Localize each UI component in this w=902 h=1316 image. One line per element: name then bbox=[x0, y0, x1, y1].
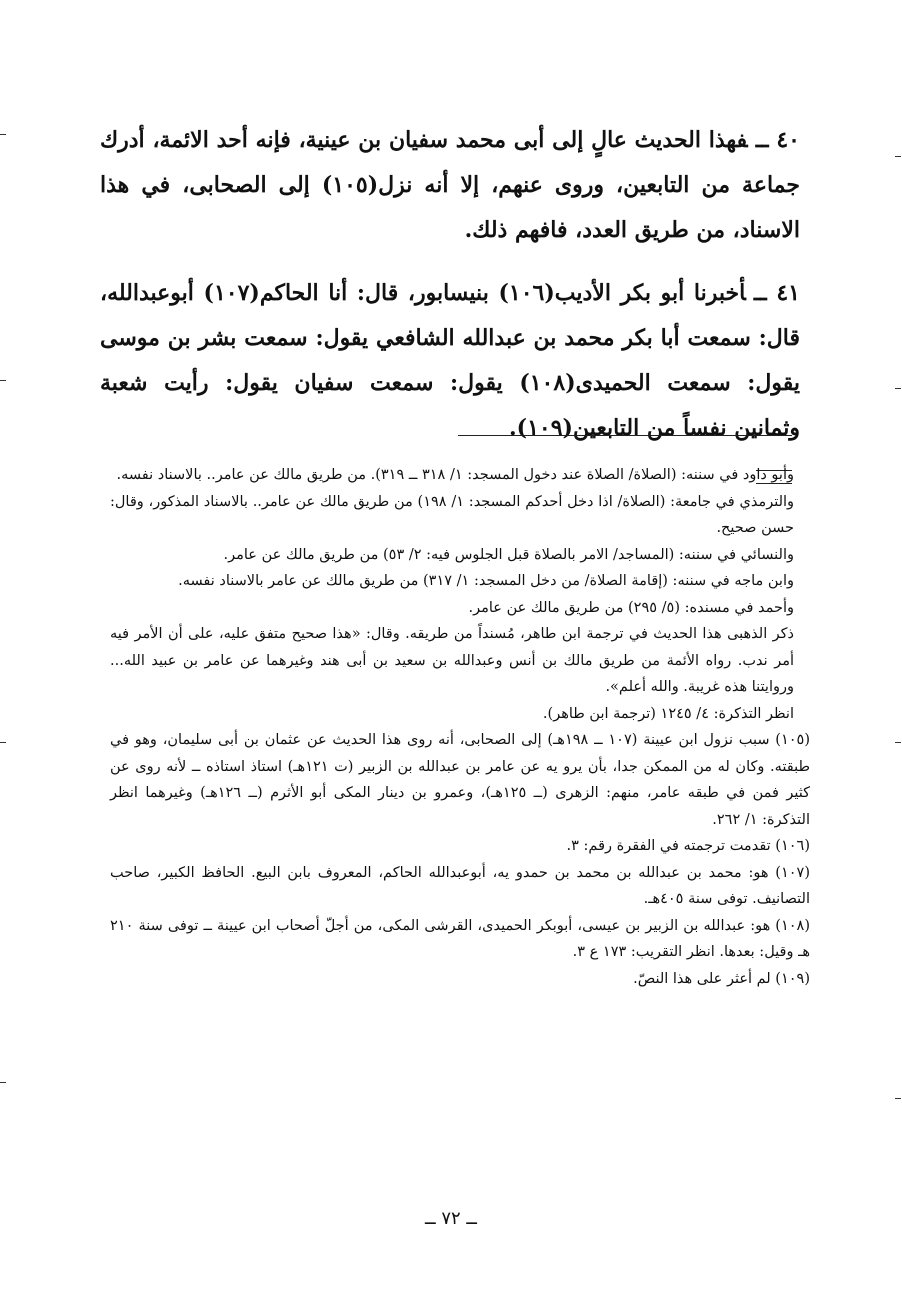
paragraph-text: فهذا الحديث عالٍ إلى أبى محمد سفيان بن عينية، فإنه أحد الائمة، أدرك جماعة من التابعين، وروى عنهم، إلا أنه نزل(١٠٥) إلى الصحابى، في هذا الاسناد، من طريق العدد، فافهم ذلك. bbox=[100, 127, 801, 243]
footnote-line: والترمذي في جامعة: (الصلاة/ اذا دخل أحدكم المسجد: ١/ ١٩٨) من طريق مالك عن عامر.. بالاسناد المذكور، وقال: حسن صحيح. bbox=[110, 493, 795, 536]
paragraph-number: ٤٠ ــ bbox=[755, 127, 800, 153]
footnote-line: وابن ماجه في سننه: (إقامة الصلاة/ من دخل المسجد: ١/ ٣١٧) من طريق مالك عن عامر بالاسناد نفسه. bbox=[178, 573, 794, 589]
paragraph-41 bbox=[100, 271, 800, 451]
footnotes bbox=[110, 462, 810, 992]
margin-mark bbox=[895, 388, 901, 389]
margin-mark bbox=[895, 742, 901, 743]
paragraph-number: ٤١ ــ bbox=[753, 280, 800, 306]
paragraph-text: أخبرنا أبو بكر الأديب(١٠٦) بنيسابور، قال: أنا الحاكم(١٠٧) أبوعبدالله، قال: سمعت أبا بكر محمد بن عبدالله الشافعي يقول: سمعت بشر بن موسى يقول: سمعت الحميدى(١٠٨) يقول: سمعت سفيان يقول: رأيت شعبة وثمانين نفساً من التابعين(١٠٩). bbox=[100, 280, 800, 441]
footnote-106: (١٠٦) تقدمت ترجمته في الفقرة رقم: ٣. bbox=[566, 838, 810, 854]
footnote-line: ذكر الذهبى هذا الحديث في ترجمة ابن طاهر، مُسنداً من طريقه. وقال: «هذا صحيح متفق عليه، على أن الأمر فيه أمر ندب. رواه الأئمة من طريق مالك بن أنس وعبدالله بن سعيد بن أبى هند وغيرهما عن عامر بن عبيد الله... وروايتنا هذه غريبة. والله أعلم». bbox=[110, 626, 794, 695]
margin-mark bbox=[0, 380, 6, 381]
margin-mark bbox=[895, 1098, 901, 1099]
footnote-108: (١٠٨) هو: عبدالله بن الزبير بن عيسى، أبوبكر الحميدى، القرشى المكى، من أجلّ أصحاب ابن عيينة ــ توفى سنة ٢١٠ هـ وقيل: بعدها. انظر التقريب: ١٧٣ ع ٣. bbox=[110, 917, 810, 960]
footnote-line: وأبو داود في سننه: (الصلاة/ الصلاة عند دخول المسجد: ١/ ٣١٨ ــ ٣١٩). من طريق مالك عن عامر.. بالاسناد نفسه. bbox=[116, 467, 794, 483]
margin-mark bbox=[895, 156, 901, 157]
margin-mark bbox=[0, 1082, 6, 1083]
footnote-105: (١٠٥) سبب نزول ابن عيينة (١٠٧ ــ ١٩٨هـ) إلى الصحابى، أنه روى هذا الحديث عن عثمان بن أبى سليمان، وهو في طبقته. وكان له من الممكن جدا، بأن يرو يه عن عامر بن عبدالله بن الزبير (ت ١٢١هـ) استاذ استاذه ــ لأنه روى عن كثير فمن في طبقه عامر، منهم: الزهرى (ــ ١٢٥هـ)، وعمرو بن دينار المكى أبو الأثرم (ــ ١٢٦هـ) وغيرهما انظر التذكرة: ١/ ٢٦٢. bbox=[110, 732, 811, 828]
page-number: ــ ٧٢ ــ bbox=[425, 1208, 477, 1229]
footnote-line: والنسائي في سننه: (المساجد/ الامر بالصلاة قبل الجلوس فيه: ٢/ ٥٣) من طريق مالك عن عامر. bbox=[223, 546, 794, 563]
paragraph-40 bbox=[100, 118, 800, 253]
footnote-line: وأحمد في مسنده: (٥/ ٢٩٥) من طريق مالك عن عامر. bbox=[468, 599, 794, 616]
footnote-line: انظر التذكرة: ٤/ ١٢٤٥ (ترجمة ابن طاهر). bbox=[542, 705, 794, 722]
margin-mark bbox=[0, 742, 6, 743]
footnote-separator bbox=[458, 435, 792, 436]
footnote-109: (١٠٩) لم أعثر على هذا النصّ. bbox=[633, 970, 810, 987]
margin-mark bbox=[0, 134, 6, 135]
main-text bbox=[100, 118, 800, 469]
footnote-107: (١٠٧) هو: محمد بن عبدالله بن محمد بن حمدو يه، أبوعبدالله الحاكم، المعروف بابن البيع. الحافظ الكبير، صاحب التصانيف. توفى سنة ٤٠٥هـ. bbox=[110, 864, 810, 907]
